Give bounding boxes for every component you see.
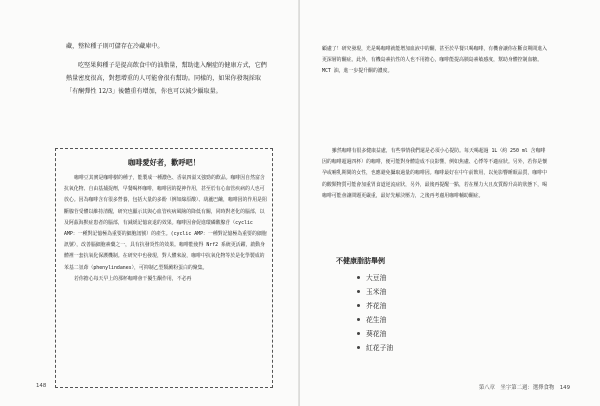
left-page-number: 148: [36, 383, 47, 389]
left-paragraph-2: 吃堅果與種子是提高飲食中的油脂量，幫助進入酮症的健康方式，它們熱量密度很高，對想增重的人可能會很有幫助。同樣的，如果你發現採取「有酮彈性 12/3」後體重有增加，你也可以減少攝取量。: [66, 62, 267, 96]
coffee-box-paragraph-1: 咖啡豆其實是咖啡樹的種子，能製成一種濃色、香氣四溢又強勁的飲品。咖啡因自然富含抗氧化物、自由基捕捉劑，早餐喝杯咖啡，咖啡因的提神作用，甚至於有心血管疾病的人也可放心。因為咖啡含有很多營養，包括大量的多酚（例如綠原酸）、葫蘆巴鹼，咖啡因的作用是阻斷腺苷受體以維持清醒，研究也顯示其與心血管疾病風險的降低有關，同時對老化的腦部，以及阿茲海默症患者的腦部，有減緩記憶衰退的效果。咖啡因會促進環磷酸腺苷（cyclic AMP：一種對記憶極為重要的細胞訊號）的產生。(cyclic AMP：一種對記憶極為重要的細胞訊號），改善腦細胞素藥之一，具有抗發炎性的效果。咖啡能使得 Nrf2 系統更活躍，啟動身體裡一套抗氧化保護機制。在研究中也發現，對人體來說，咖啡中抗氧化物等於是化學製成的苯基二氫茚（phenylindanes），可抑制乙型類澱粉蛋白的聚集。: [64, 175, 267, 271]
left-paragraph-1: 藏，整粒種子則可儲存在冷藏庫中。: [66, 43, 164, 50]
right-paragraph-1: 顧慮了！研究發現，光是喝咖啡就能增加血液中的酮，甚至於早餐只喝咖啡，有機會讓你在斷食期間進入更深層的酮症。此外，有機島素抗性的人也不用擔心，咖啡能提高胰島素敏感度，幫助身體控制血糖。MCT 油，進一步提升酮的濃度。: [322, 46, 547, 75]
right-paragraph-2: 雖然咖啡有很多健康益處，有些事情我們還是必須小心提防。每天喝超過 1L（約 250 ml 含咖啡因的咖啡超過四杯）的咖啡，便可能對身體造成不良影響，例如焦慮、心悸等不適症狀。另外，若你是懷孕或哺乳期間的女性，也應避免攝取過量的咖啡因。咖啡最好在中午前飲用，以免影響睡眠品質，咖啡中的酸類物質可能會加重胃食道逆流症狀，另外，最後再提醒一點，若在壓力大且皮質醇升高的狀態下，喝咖啡可能會讓問題更嚴重，最好先解決壓力，之後再考慮用咖啡輔助酮症。: [322, 148, 547, 199]
list-item: 大豆油: [357, 271, 393, 285]
unhealthy-fats-heading: 不健康脂肪舉例: [336, 257, 385, 265]
coffee-box-title: 咖啡愛好者，歡呼吧！: [128, 158, 200, 167]
list-item: 芥花油: [357, 299, 393, 313]
list-item: 紅花子油: [357, 341, 393, 355]
coffee-box-paragraph-2: 若你擔心每天早上的那杯咖啡會干擾生酮作用，不必再: [74, 275, 192, 282]
cyclic-amp-note: (cyclic AMP：一種對記憶極為重要的細胞訊號），改善腦細胞素藥之一，具有抗發炎性的效果。咖啡能使得 Nrf2 系統更活躍，啟動身體裡一套抗氧化保護機制。: [64, 231, 267, 260]
coffee-box-body: [64, 173, 267, 285]
list-item: 葵花油: [357, 327, 393, 341]
right-running-head: 第八章 坐字第二週：選擇食物 149: [478, 385, 570, 391]
list-item: 花生油: [357, 313, 393, 327]
list-item: 玉米油: [357, 285, 393, 299]
coffee-sidebar-box: [55, 148, 273, 388]
unhealthy-fats-list: [357, 271, 393, 355]
